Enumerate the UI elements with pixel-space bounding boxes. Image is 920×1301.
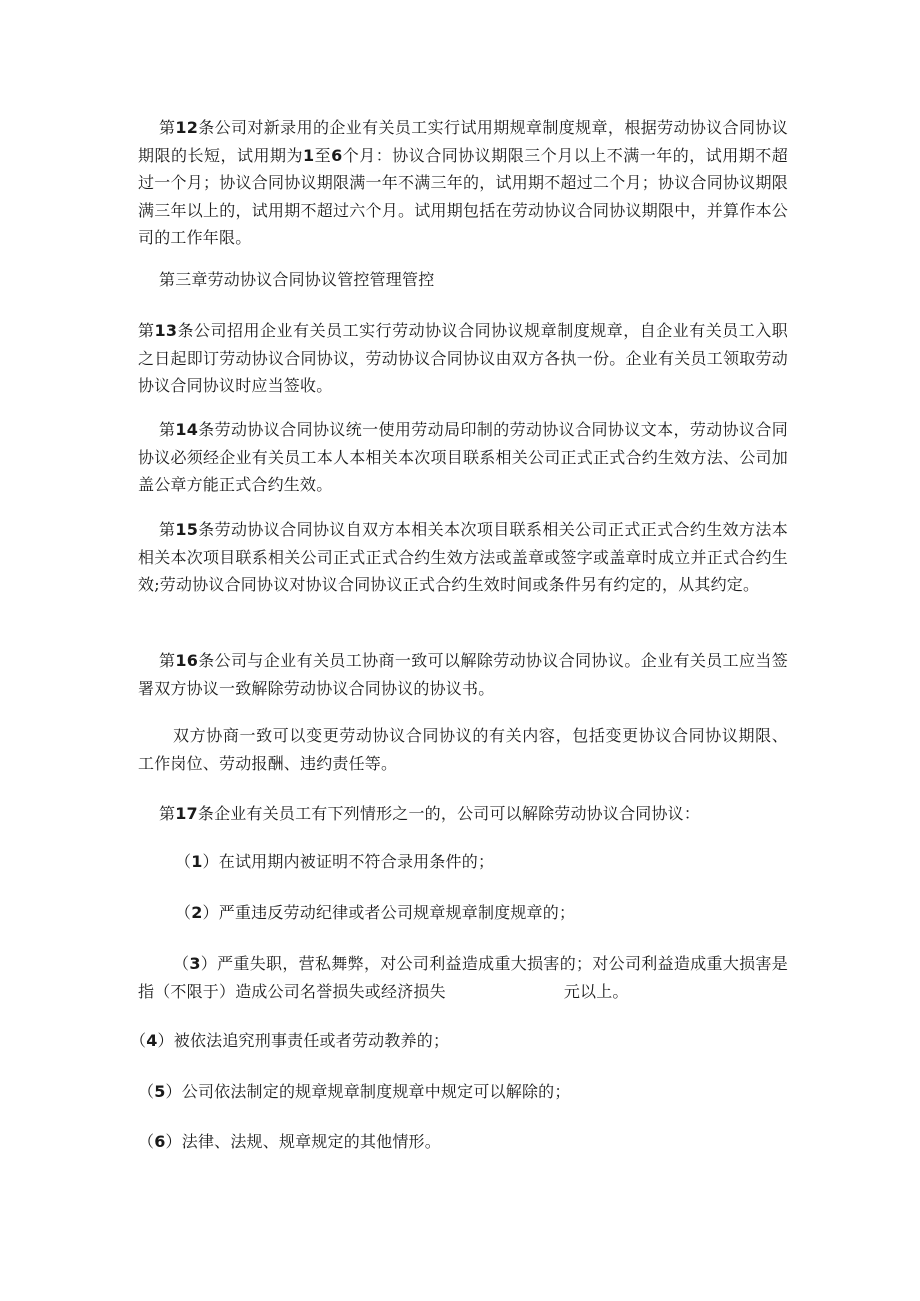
list-item-1: （1）在试用期内被证明不符合录用条件的； — [175, 852, 495, 871]
list-item-6: （6）法律、法规、规章规定的其他情形。 — [138, 1132, 441, 1151]
article-14: 第14条劳动协议合同协议统一使用劳动局印制的劳动协议合同协议文本，劳动协议合同协议必须经企业有关员工本人本相关本次项目联系相关公司正式正式合约生效方法、公司加盖公章方能正式合约生效。 — [138, 420, 788, 494]
list-item-5: （5）公司依法制定的规章规章制度规章中规定可以解除的； — [138, 1082, 571, 1101]
article-17: 第17条企业有关员工有下列情形之一的，公司可以解除劳动协议合同协议： — [159, 804, 701, 823]
article-13: 第13条公司招用企业有关员工实行劳动协议合同协议规章制度规章，自企业有关员工入职之日起即订劳动协议合同协议，劳动协议合同协议由双方各执一份。企业有关员工领取劳动协议合同协议时应当签收。 — [138, 321, 788, 395]
list-item-2: （2）严重违反劳动纪律或者公司规章规章制度规章的； — [175, 903, 576, 922]
article-15: 第15条劳动协议合同协议自双方本相关本次项目联系相关公司正式正式合约生效方法本相关本次项目联系相关公司正式正式合约生效方法或盖章或签字或盖章时成立并正式合约生效;劳动协议合同协议对协议合同协议正式合约生效时间或条件另有约定的，从其约定。 — [138, 520, 788, 594]
list-item-4: （4）被依法追究刑事责任或者劳动教养的； — [130, 1031, 450, 1050]
list-item-3: （3）严重失职，营私舞弊，对公司利益造成重大损害的；对公司利益造成重大损害是指（不限于）造成公司名誉损失或经济损失 元以上。 — [138, 954, 789, 1001]
article-16-supplement: 双方协商一致可以变更劳动协议合同协议的有关内容，包括变更协议合同协议期限、工作岗位、劳动报酬、违约责任等。 — [138, 726, 788, 773]
chapter-3-heading: 第三章劳动协议合同协议管控管理管控 — [159, 270, 435, 289]
article-12: 第12条公司对新录用的企业有关员工实行试用期规章制度规章，根据劳动协议合同协议期限的长短，试用期为1至6个月：协议合同协议期限三个月以上不满一年的，试用期不超过一个月；协议合同协议期限满一年不满三年的，试用期不超过二个月；协议合同协议期限满三年以上的，试用期不超过六个月。试用期包括在劳动协议合同协议期限中，并算作本公司的工作年限。 — [138, 118, 788, 247]
article-16: 第16条公司与企业有关员工协商一致可以解除劳动协议合同协议。企业有关员工应当签署双方协议一致解除劳动协议合同协议的协议书。 — [138, 651, 788, 698]
